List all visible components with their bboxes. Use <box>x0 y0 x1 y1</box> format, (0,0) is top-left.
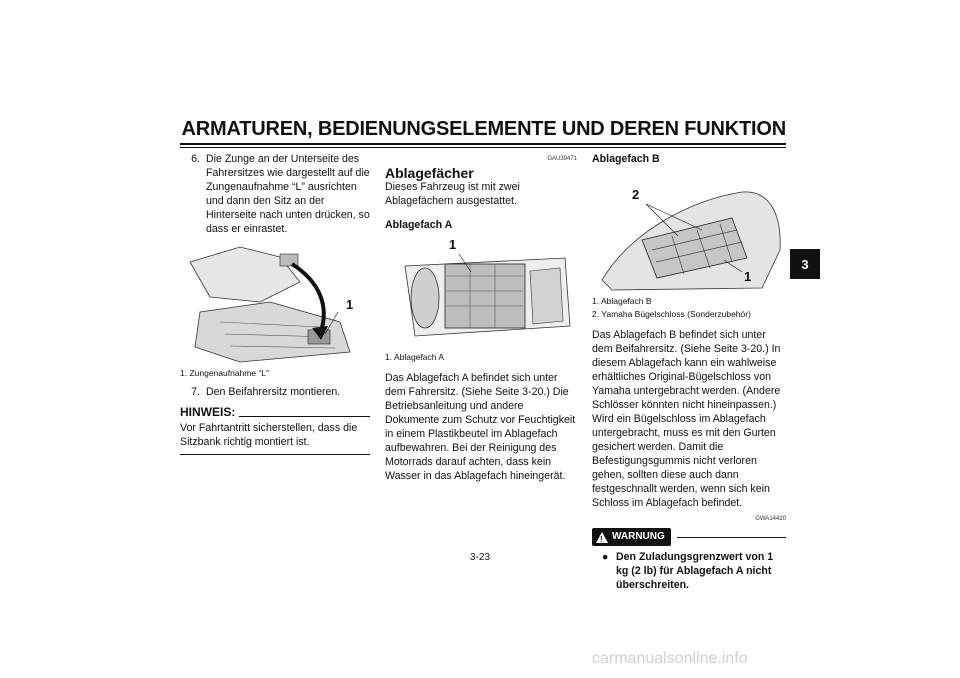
seat-illustration <box>180 242 370 368</box>
step-text: Den Beifahrersitz montieren. <box>206 386 341 398</box>
figure-ablagefach-a <box>385 236 577 350</box>
subheading-ablagefach-a: Ablagefach A <box>385 219 453 231</box>
figure-seat-tongue <box>180 242 370 368</box>
column-right <box>592 152 786 592</box>
hinweis-end-rule <box>180 454 370 455</box>
warning-badge <box>592 528 671 546</box>
warning-rule <box>677 537 786 538</box>
section-code: GAU39471 <box>547 156 577 162</box>
compartment-a-illustration <box>385 236 577 350</box>
hinweis-text: Vor Fahrtantritt sicherstellen, dass die Sitzbank richtig montiert ist. <box>180 422 358 448</box>
watermark: carmanualsonline.info <box>592 650 748 667</box>
header-rule-thin <box>180 147 786 148</box>
figure-caption: 1. Zungenaufnahme “L” <box>180 368 269 378</box>
step-7 <box>180 385 370 399</box>
warning-triangle-icon: ! <box>596 532 608 543</box>
warning-heading <box>592 528 786 546</box>
page-header-title: ARMATUREN, BEDIENUNGSELEMENTE UND DEREN FUNKTION <box>181 118 786 140</box>
step-6 <box>180 152 370 236</box>
warning-label: WARNUNG <box>612 531 665 542</box>
chapter-tab[interactable]: 3 <box>790 249 820 279</box>
bullet-icon: ● <box>602 551 609 563</box>
step-text: Die Zunge an der Unterseite des Fahrersitzes wie dargestellt auf die Zungenaufnahme “L” ausrichten und dann den Sitz an der Hinterseite nach unten drücken, so dass er einrastet. <box>206 153 370 235</box>
step-number: 6. <box>191 153 200 165</box>
section-heading: Ablagefächer <box>385 165 474 181</box>
column-left <box>180 152 370 455</box>
header-rule <box>180 143 786 145</box>
figure-ablagefach-b <box>592 170 786 294</box>
figure-callout-1: 1 <box>449 237 457 252</box>
figure-callout-1: 1 <box>346 297 354 312</box>
compartment-b-illustration <box>592 170 786 294</box>
warning-text: Den Zuladungsgrenzwert von 1 kg (2 lb) für Ablagefach A nicht überschreiten. <box>616 551 774 591</box>
figure-caption: 1. Ablagefach A <box>385 352 445 362</box>
figure-caption-1: 1. Ablagefach B <box>592 296 652 306</box>
step-number: 7. <box>191 386 200 398</box>
section-body: Das Ablagefach A befindet sich unter dem Fahrersitz. (Siehe Seite 3-20.) Die Betriebsanleitung und andere Dokumente zum Schutz vor Feuchtigkeit in einem Plastikbeutel im Ablagefach aufbewahren. Bei der Reinigung des Motorrads darauf achten, dass kein Wasser in das Ablagefach hineingerät. <box>385 372 576 482</box>
figure-caption-2: 2. Yamaha Bügelschloss (Sonderzubehör) <box>592 309 751 319</box>
page-number: 3-23 <box>470 552 491 563</box>
hinweis-rule <box>239 416 370 417</box>
section-body: Das Ablagefach B befindet sich unter dem Beifahrersitz. (Siehe Seite 3-20.) In diesem Ablagefach kann ein wahlweise erhältliches Original-Bügelschloss von Yamaha untergebracht werden. (Andere Schlösser könnten nicht hineinpassen.) Wird ein Bügelschloss im Ablagefach untergebracht, muss es mit den Gurten gesichert werden. Damit die Befestigungsgummis nicht verloren gehen, sollten diese auch dann festgeschnallt werden, wenn sich kein Schloss im Ablagefach befindet. <box>592 329 781 509</box>
section-intro: Dieses Fahrzeug ist mit zwei Ablagefächern ausgestattet. <box>385 181 520 207</box>
hinweis-heading <box>180 405 370 419</box>
subheading-ablagefach-b: Ablagefach B <box>592 153 660 165</box>
hinweis-label: HINWEIS: <box>180 405 236 419</box>
figure-callout-1: 1 <box>744 269 752 284</box>
figure-callout-2: 2 <box>632 187 640 202</box>
warning-item <box>592 550 786 592</box>
column-middle <box>385 152 577 483</box>
warning-code: GWA14420 <box>755 516 786 522</box>
